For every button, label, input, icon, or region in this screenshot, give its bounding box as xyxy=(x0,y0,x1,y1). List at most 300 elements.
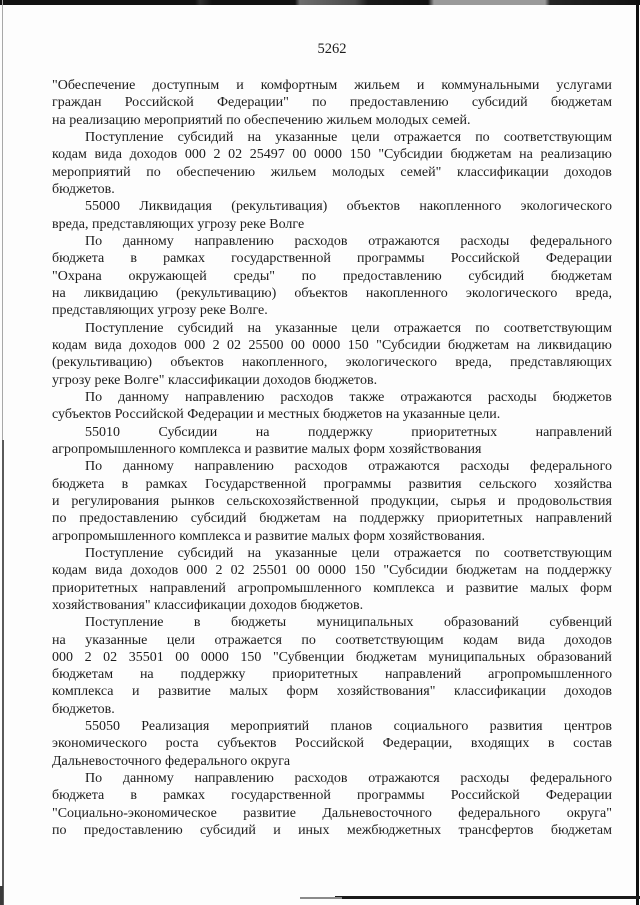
word: предоставлению xyxy=(349,95,449,111)
word: "Социально-экономическое xyxy=(52,805,217,821)
word: по xyxy=(475,545,490,561)
word: Российской xyxy=(124,95,194,111)
word: в xyxy=(130,251,137,267)
word: цели xyxy=(351,545,380,561)
word: по xyxy=(301,268,317,284)
text-line xyxy=(52,649,612,666)
word: по xyxy=(312,95,327,111)
text-line xyxy=(52,146,612,163)
word: граждан xyxy=(52,95,102,111)
word: (рекультивация) xyxy=(231,199,328,215)
word: в xyxy=(121,476,129,492)
word: вида xyxy=(94,337,122,353)
word: образований xyxy=(536,649,612,665)
word: обеспечению xyxy=(176,164,256,180)
text-line xyxy=(52,458,612,475)
word: расходов xyxy=(294,771,348,787)
word: предоставлению xyxy=(342,268,442,284)
word: и xyxy=(52,493,60,509)
word: приоритетных xyxy=(272,667,359,683)
word: мероприятий xyxy=(52,164,131,180)
text-line xyxy=(52,562,612,579)
word: государственной xyxy=(231,788,331,804)
word: сельскохозяйственной xyxy=(226,493,359,509)
word: развития xyxy=(408,476,462,492)
word: кодам xyxy=(463,632,498,648)
word: отражается xyxy=(393,129,462,145)
text-line xyxy=(52,233,612,250)
word: бюджетам xyxy=(455,563,517,579)
word: развития xyxy=(489,719,543,735)
word: федерального xyxy=(458,805,541,821)
word: сырья xyxy=(450,493,486,509)
word: накопленного xyxy=(365,285,448,301)
word: по xyxy=(52,823,67,839)
word: 2 xyxy=(213,147,221,163)
word: доходов xyxy=(564,632,612,648)
word: Федерации xyxy=(545,788,612,804)
word: малых xyxy=(229,684,268,700)
word: на xyxy=(247,320,262,336)
word: на xyxy=(519,147,533,163)
word: бюджетам xyxy=(355,649,417,665)
word: предоставлению xyxy=(79,511,179,527)
text-line xyxy=(52,164,612,181)
text-line xyxy=(52,250,612,267)
word: форм xyxy=(580,580,612,596)
word: субсидий xyxy=(200,823,256,839)
word: направлению xyxy=(194,459,274,475)
word: 55050 xyxy=(85,719,120,735)
word: окружающей xyxy=(128,268,207,284)
word: по xyxy=(301,632,316,648)
word: коммунальными xyxy=(441,78,540,93)
word: отражается xyxy=(393,545,462,561)
word: развитие xyxy=(465,580,519,596)
word: вреда, xyxy=(575,285,612,301)
word: и xyxy=(236,78,244,93)
word: Дальневосточного xyxy=(322,805,432,821)
text-line xyxy=(52,545,612,562)
word: отражаются xyxy=(368,771,440,787)
word: "Субсидии xyxy=(376,337,441,353)
word: соответствующим xyxy=(335,632,444,648)
word: 000 xyxy=(52,649,73,665)
word: приоритетных xyxy=(437,511,523,527)
word: ликвидацию xyxy=(537,337,612,353)
word: Российской xyxy=(295,736,365,752)
word: поддержку xyxy=(359,511,425,527)
word: жильем xyxy=(354,78,400,93)
word: По xyxy=(85,771,103,787)
word: доходов xyxy=(130,563,179,579)
word: бюджетам xyxy=(52,667,114,683)
word: бюджетам xyxy=(450,147,512,163)
word: доходов xyxy=(129,147,178,163)
word: федерального xyxy=(529,459,612,475)
word: бюджетам xyxy=(550,823,612,839)
text-line: представляющих угрозу реке Волге. xyxy=(52,303,268,319)
word: направлений xyxy=(535,511,612,527)
scan-edge-left-dark xyxy=(2,440,4,905)
word: направлений xyxy=(384,667,462,683)
word: федерального xyxy=(529,233,612,249)
word: 2 xyxy=(215,563,223,579)
word: По xyxy=(85,389,103,405)
word: в xyxy=(193,615,201,631)
word: по xyxy=(475,129,490,145)
text-line xyxy=(52,476,612,493)
word: 25497 xyxy=(249,147,285,163)
text-line xyxy=(52,632,612,649)
text-line xyxy=(52,614,612,631)
word: приоритетных xyxy=(52,580,138,596)
word: отражается xyxy=(393,320,462,336)
word: семей" xyxy=(400,164,442,180)
word: доходов xyxy=(129,337,177,353)
word: государственной xyxy=(231,251,331,267)
word: представляющих xyxy=(510,355,612,371)
word: вреда, xyxy=(455,355,492,371)
word: в xyxy=(547,736,555,752)
text-line: агропромышленного комплекса и развитие малых форм хозяйствования. xyxy=(52,528,485,544)
text-line xyxy=(52,198,612,215)
word: на xyxy=(139,667,154,683)
word: и xyxy=(273,823,281,839)
word: на xyxy=(52,285,66,301)
word: отражаются xyxy=(400,389,472,405)
word: объектов xyxy=(170,355,224,371)
word: бюджета xyxy=(52,251,105,267)
word: 00 xyxy=(292,147,307,163)
word: 150 xyxy=(347,337,369,353)
word: субсидий xyxy=(468,268,525,284)
word: комплекса xyxy=(52,684,114,700)
word: Федерации, xyxy=(382,736,453,752)
word: бюджетам xyxy=(550,95,612,111)
word: 150 xyxy=(349,147,371,163)
word: услугами xyxy=(556,78,612,93)
text-line xyxy=(52,735,612,752)
text-line: агропромышленного комплекса и развитие малых форм хозяйствования xyxy=(52,441,482,457)
word: входящих xyxy=(470,736,530,752)
word: Федерации" xyxy=(216,95,289,111)
word: ликвидацию xyxy=(83,285,159,301)
text-line xyxy=(52,337,612,354)
word: хозяйствования" xyxy=(336,684,436,700)
word: 150 xyxy=(240,649,262,665)
word: и xyxy=(416,78,425,93)
word: 25501 xyxy=(252,563,288,579)
word: хозяйства xyxy=(554,476,612,492)
word: указанные xyxy=(275,545,338,561)
word: планов xyxy=(330,719,373,735)
word: соответствующим xyxy=(503,129,612,145)
word: рынков xyxy=(171,493,215,509)
word: экологического xyxy=(465,285,558,301)
page-number: 5262 xyxy=(317,41,347,57)
text-line xyxy=(52,822,612,839)
word: молодых xyxy=(332,164,385,180)
word: в xyxy=(130,788,137,804)
word: бюджета xyxy=(52,476,105,492)
text-line xyxy=(52,805,612,822)
word: сельского xyxy=(478,476,537,492)
word: "Субсидии xyxy=(378,147,443,163)
text-line xyxy=(52,580,612,597)
text-line xyxy=(52,787,612,804)
text-line xyxy=(52,493,612,510)
word: социального xyxy=(393,719,469,735)
word: реализацию xyxy=(540,147,612,163)
word: 00 xyxy=(290,337,305,353)
word: на xyxy=(247,545,262,561)
word: субвенций xyxy=(549,615,612,631)
word: 02 xyxy=(228,147,243,163)
word: округа" xyxy=(566,805,612,821)
word: поддержку xyxy=(180,667,246,683)
word: на xyxy=(255,424,270,440)
text-line xyxy=(52,354,612,371)
word: расходов xyxy=(280,389,334,405)
word: отражаются xyxy=(368,233,440,249)
word: накопленного, xyxy=(241,355,328,371)
word: поддержку xyxy=(307,424,373,440)
word: субсидий xyxy=(177,129,234,145)
word: соответствующим xyxy=(503,320,612,336)
word: расходов xyxy=(294,233,348,249)
word: Поступление xyxy=(85,545,164,561)
word: бюджеты xyxy=(230,615,287,631)
word: "Обеспечение xyxy=(52,78,136,93)
word: развитие xyxy=(243,805,296,821)
word: соответствующим xyxy=(503,545,612,561)
text-line xyxy=(52,320,612,337)
word: бюджетам xyxy=(448,337,510,353)
word: данному xyxy=(122,771,174,787)
word: федерального xyxy=(529,771,612,787)
text-line: угрозу реке Волге" классификации доходов бюджетов. xyxy=(52,372,378,388)
word: центров xyxy=(563,719,612,735)
word: по xyxy=(146,164,161,180)
word: данному xyxy=(122,233,174,249)
word: отражаются xyxy=(368,459,440,475)
word: Поступление xyxy=(85,129,164,145)
word: цели xyxy=(166,632,196,648)
word: состав xyxy=(573,736,612,752)
text-line: хозяйствования" классификации доходов бюджетов. xyxy=(52,597,364,613)
word: комфортным xyxy=(260,78,338,93)
word: направлению xyxy=(194,771,274,787)
word: бюджетам xyxy=(550,268,612,284)
word: 02 xyxy=(227,337,242,353)
word: и xyxy=(132,684,140,700)
word: экологического xyxy=(345,355,438,371)
word: "Охрана xyxy=(52,268,102,284)
scan-corner-mark xyxy=(0,886,3,905)
word: агропромышленного xyxy=(237,580,362,596)
word: накопленного xyxy=(419,199,502,215)
text-line xyxy=(52,718,612,735)
word: вида xyxy=(95,563,123,579)
word: указанные xyxy=(275,129,338,145)
word: расходы xyxy=(460,233,510,249)
word: вида xyxy=(517,632,545,648)
word: приоритетных xyxy=(411,424,498,440)
word: экологического xyxy=(520,199,612,215)
word: образований xyxy=(443,615,519,631)
word: развитие xyxy=(158,684,211,700)
word: форм xyxy=(286,684,319,700)
word: бюджетам xyxy=(259,511,321,527)
word: расходы xyxy=(460,459,510,475)
word: Поступление xyxy=(85,615,164,631)
word: малых xyxy=(530,580,569,596)
word: также xyxy=(349,389,385,405)
word: 150 xyxy=(354,563,376,579)
word: комплекса xyxy=(373,580,435,596)
word: доходов xyxy=(564,164,612,180)
word: 000 xyxy=(184,147,206,163)
word: 0000 xyxy=(200,649,229,665)
word: продовольствия xyxy=(517,493,612,509)
word: регулирования xyxy=(71,493,160,509)
scan-edge-bottom-faint xyxy=(300,897,342,899)
word: рамках xyxy=(145,476,188,492)
word: 0000 xyxy=(312,337,341,353)
word: кодам xyxy=(52,147,87,163)
word: данному xyxy=(122,459,174,475)
word: на xyxy=(333,511,347,527)
word: Ликвидация xyxy=(139,199,212,215)
word: расходов xyxy=(294,459,348,475)
word: программы xyxy=(357,788,425,804)
word: 00 xyxy=(295,563,310,579)
word: жильем xyxy=(270,164,317,180)
word: предоставлению xyxy=(83,823,183,839)
word: расходы xyxy=(487,389,537,405)
word: мероприятий xyxy=(230,719,310,735)
word: (рекультивацию) xyxy=(176,285,277,301)
word: программы xyxy=(357,251,425,267)
scan-edge-top xyxy=(0,0,640,5)
word: субсидий xyxy=(471,95,528,111)
word: межбюджетных xyxy=(346,823,442,839)
document-body xyxy=(52,77,612,839)
word: данному xyxy=(118,389,170,405)
text-line xyxy=(52,94,612,111)
text-line xyxy=(52,285,612,302)
word: цели xyxy=(351,320,380,336)
word: субсидий xyxy=(177,545,234,561)
word: "Субвенции xyxy=(272,649,345,665)
word: объектов xyxy=(294,285,348,301)
word: бюджета xyxy=(52,788,105,804)
word: Поступление xyxy=(85,320,164,336)
text-line: субъектов Российской Федерации и местных бюджетов на указанные цели. xyxy=(52,407,501,423)
word: на xyxy=(247,129,262,145)
word: Субсидии xyxy=(158,424,218,440)
word: экономического xyxy=(52,736,147,752)
word: указанные xyxy=(85,632,148,648)
word: 02 xyxy=(230,563,245,579)
word: продукции, xyxy=(370,493,439,509)
word: по xyxy=(475,320,490,336)
word: (рекультивацию) xyxy=(52,355,153,371)
word: и xyxy=(497,493,506,509)
text-line xyxy=(52,268,612,285)
text-line xyxy=(52,510,612,527)
text-line: на реализацию мероприятий по обеспечению жильем молодых семей. xyxy=(52,112,471,128)
word: бюджетов xyxy=(552,389,612,405)
word: Реализация xyxy=(141,719,210,735)
text-line xyxy=(52,129,612,146)
word: 02 xyxy=(103,649,118,665)
word: муниципальных xyxy=(428,649,526,665)
word: на xyxy=(52,632,66,648)
word: классификации xyxy=(454,684,546,700)
word: на xyxy=(525,563,539,579)
word: поддержку xyxy=(547,563,612,579)
word: субсидий xyxy=(177,320,234,336)
word: 00 xyxy=(175,649,190,665)
word: направлений xyxy=(535,424,612,440)
word: Российской xyxy=(450,251,520,267)
word: муниципальных xyxy=(316,615,414,631)
word: вида xyxy=(94,147,122,163)
word: рамках xyxy=(163,788,205,804)
word: По xyxy=(85,233,103,249)
text-line: бюджетов. xyxy=(52,181,115,197)
word: 000 xyxy=(184,337,206,353)
word: 35501 xyxy=(128,649,164,665)
word: 2 xyxy=(212,337,220,353)
word: направлению xyxy=(194,233,274,249)
text-line xyxy=(52,424,612,441)
text-line xyxy=(52,770,612,787)
word: программы xyxy=(323,476,392,492)
word: Федерации xyxy=(545,251,612,267)
word: По xyxy=(85,459,103,475)
word: 0000 xyxy=(314,147,343,163)
word: направлений xyxy=(149,580,226,596)
text-line xyxy=(52,666,612,683)
text-line xyxy=(52,389,612,406)
text-line xyxy=(52,683,612,700)
word: 25500 xyxy=(248,337,284,353)
word: иных xyxy=(298,823,330,839)
word: цели xyxy=(351,129,380,145)
word: роста xyxy=(165,736,199,752)
word: 0000 xyxy=(318,563,347,579)
word: Российской xyxy=(450,788,520,804)
word: по xyxy=(52,511,67,527)
word: 000 xyxy=(186,563,208,579)
word: доступным xyxy=(152,78,220,93)
word: кодам xyxy=(52,337,87,353)
text-line: вреда, представляющих угрозу реке Волге xyxy=(52,216,305,232)
word: отражается xyxy=(214,632,282,648)
word: субъектов xyxy=(217,736,277,752)
word: объектов xyxy=(346,199,401,215)
word: доходов xyxy=(564,684,612,700)
word: 55000 xyxy=(85,199,120,215)
word: направлению xyxy=(185,389,265,405)
word: и xyxy=(446,580,454,596)
word: трансфертов xyxy=(458,823,534,839)
word: 2 xyxy=(84,649,92,665)
word: агропромышленного xyxy=(488,667,612,683)
